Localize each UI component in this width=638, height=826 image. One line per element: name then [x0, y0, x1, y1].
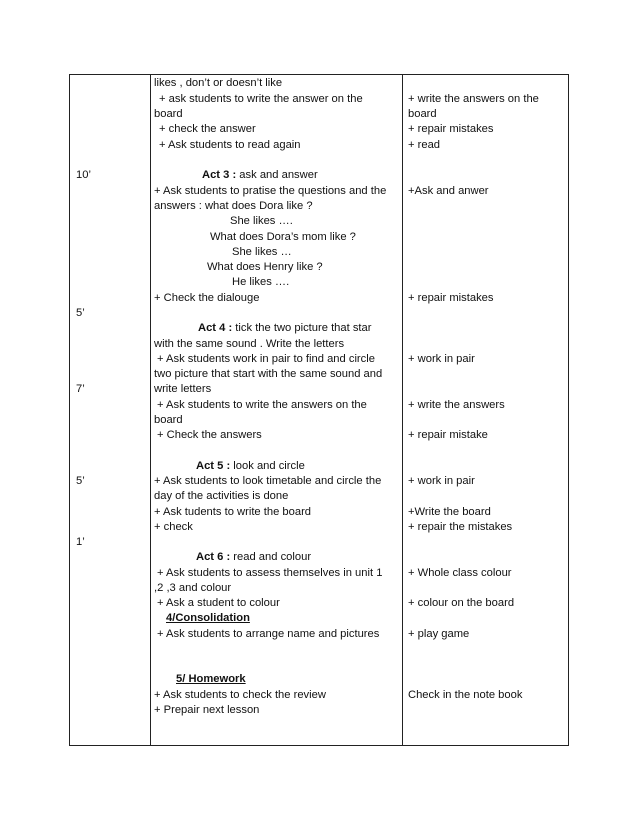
student-activity-line: board [408, 108, 437, 120]
activity-line: + Ask students to look timetable and circle the [154, 475, 382, 487]
activity-line: + Ask students to assess themselves in unit 1 [157, 567, 383, 579]
activity-line: day of the activities is done [154, 490, 289, 502]
activity-line: write letters [154, 383, 212, 395]
activity-line: with the same sound . Write the letters [154, 338, 345, 350]
activity-number: Act 6 : [196, 551, 231, 563]
student-activity-line: Check in the note book [408, 689, 523, 701]
time-marker: 10’ [76, 169, 91, 181]
student-activity-line: + play game [408, 628, 470, 640]
activity-line: + Ask students to read again [159, 139, 301, 151]
student-activity-line: + work in pair [408, 475, 475, 487]
activity-line: + check the answer [159, 123, 256, 135]
activity-number: Act 4 : [198, 322, 233, 334]
activity-heading [198, 321, 371, 336]
student-activity-line: + read [408, 139, 441, 151]
student-activity-line: +Ask and anwer [408, 185, 489, 197]
activity-line: + Check the dialouge [154, 292, 260, 304]
dialogue-line: She likes … [232, 246, 292, 258]
activity-line: two picture that start with the same sound and [154, 368, 383, 380]
activity-number: Act 3 : [202, 169, 237, 181]
student-activity-line: + colour on the board [408, 597, 515, 609]
activity-line: + Ask students work in pair to find and circle [157, 353, 375, 365]
activity-description: read and colour [230, 551, 312, 563]
activity-line: + Prepair next lesson [154, 704, 260, 716]
activity-line: ,2 ,3 and colour [154, 582, 232, 594]
time-marker: 7’ [76, 383, 85, 395]
student-activity-line: + write the answers [408, 399, 505, 411]
activity-line: + check [154, 521, 193, 533]
activity-line: + Check the answers [157, 429, 262, 441]
activity-line: board [154, 108, 183, 120]
activity-line: + ask students to write the answer on the [159, 93, 363, 105]
section-heading-homework: 5/ Homework [176, 673, 246, 685]
time-marker: 5’ [76, 307, 85, 319]
column-divider-right [402, 75, 403, 745]
student-activity-line: + work in pair [408, 353, 475, 365]
section-heading-consolidation: 4/Consolidation [166, 612, 250, 624]
student-activity-line: + write the answers on the [408, 93, 539, 105]
column-divider-left [150, 75, 151, 745]
time-marker: 5’ [76, 475, 85, 487]
activity-description: ask and answer [236, 169, 318, 181]
activity-line: + Ask tudents to write the board [154, 506, 312, 518]
activity-heading [196, 459, 305, 474]
dialogue-line: She likes …. [230, 215, 293, 227]
dialogue-line: What does Dora’s mom like ? [210, 231, 356, 243]
student-activity-line: + repair the mistakes [408, 521, 513, 533]
dialogue-line: He likes …. [232, 276, 290, 288]
time-marker: 1’ [76, 536, 85, 548]
dialogue-line: What does Henry like ? [207, 261, 323, 273]
activity-description: tick the two picture that star [232, 322, 372, 334]
activity-line: + Ask a student to colour [157, 597, 280, 609]
student-activity-line: +Write the board [408, 506, 491, 518]
student-activity-line: + repair mistakes [408, 292, 494, 304]
activity-line: board [154, 414, 183, 426]
activity-number: Act 5 : [196, 460, 231, 472]
student-activity-line: + repair mistake [408, 429, 488, 441]
activity-line: + Ask students to write the answers on the [157, 399, 367, 411]
activity-heading [196, 550, 311, 565]
activity-line: answers : what does Dora like ? [154, 200, 313, 212]
activity-heading [202, 168, 318, 183]
activity-line: + Ask students to pratise the questions and the [154, 185, 387, 197]
student-activity-line: + repair mistakes [408, 123, 494, 135]
activity-description: look and circle [230, 460, 305, 472]
activity-line: + Ask students to check the review [154, 689, 326, 701]
activity-line: + Ask students to arrange name and pictures [157, 628, 380, 640]
activity-line: likes , don’t or doesn’t like [154, 77, 283, 89]
student-activity-line: + Whole class colour [408, 567, 512, 579]
